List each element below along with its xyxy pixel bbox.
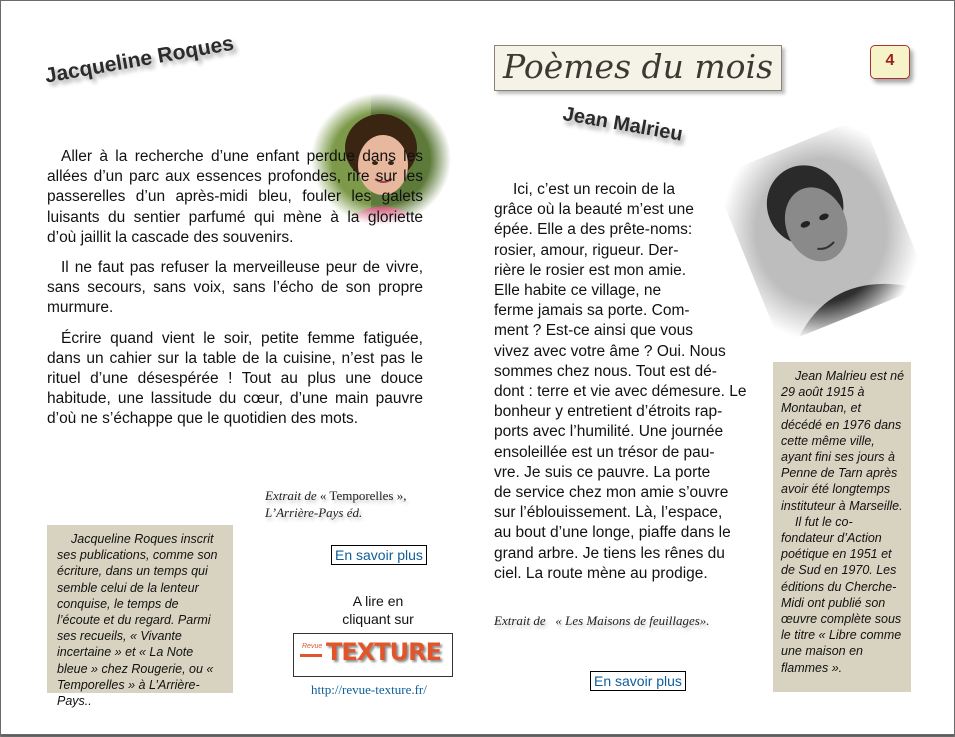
poem-line: de service chez mon amie s’ouvre <box>494 484 729 502</box>
poem-line: vivez avec votre âme ? Oui. Nous <box>494 342 726 360</box>
poem-line: grand arbre. Je tiens les rênes du <box>494 544 725 562</box>
left-source-title: « Temporelles », <box>319 488 407 503</box>
poem-line: ciel. La route mène au prodige. <box>494 564 708 582</box>
poem-line: vre. Je suis ce pauvre. La porte <box>494 463 711 481</box>
left-bio-text: Jacqueline Roques inscrit ses publications, comme son écriture, dans un temps qui semble celui de la lenteur conquise, le temps de l’écoute et du regard. Parmi ses recueils, « Vivante incertaine » et « La Note bleue » chez Rougerie, ou « Temporelles » à L’Arrière-Pays.. <box>57 532 218 709</box>
left-more-link[interactable]: En savoir plus <box>331 545 427 565</box>
poem-line: ment ? Est-ce ainsi que vous <box>494 322 694 340</box>
read-on-line2: cliquant sur <box>342 611 414 627</box>
right-more-link[interactable]: En savoir plus <box>590 671 686 691</box>
texture-url[interactable]: http://revue-texture.fr/ <box>311 682 427 697</box>
texture-logo-small: Revue <box>302 643 323 650</box>
right-source-caption: Extrait de « Les Maisons de feuillages». <box>494 613 710 628</box>
right-bio-box <box>773 362 911 692</box>
poem-line: Elle habite ce village, ne <box>494 282 662 300</box>
page-title: Poèmes du mois <box>494 45 782 91</box>
poem-line: ensoleillée est un trésor de pau- <box>494 443 715 461</box>
right-author-name: Jean Malrieu <box>561 103 685 146</box>
right-bio-paragraph-1: Jean Malrieu est né 29 août 1915 à Montauban, et décédé en 1976 dans cette même ville, ayant fini ses jours à Penne de Tarn après avoir été longtemps instituteur à Marseille. <box>781 369 905 513</box>
page-number-badge: 4 <box>870 45 910 79</box>
left-bio-box <box>47 525 233 709</box>
left-poem-text <box>47 147 423 440</box>
left-author-name: Jacqueline Roques <box>43 31 236 88</box>
read-on-label <box>319 592 437 628</box>
left-source-publisher: L’Arrière-Pays éd. <box>265 505 363 520</box>
right-poem-text <box>494 180 762 584</box>
poem-line: sommes chez nous. Tout est dé- <box>494 362 717 380</box>
poem-line: dont : terre et vie avec démesure. Le <box>494 383 747 401</box>
poem-line: rière le rosier est mon amie. <box>494 261 687 279</box>
left-source-prefix: Extrait de <box>265 488 317 503</box>
left-paragraph-1 <box>47 147 423 248</box>
poem-line: ferme jamais sa porte. Com- <box>494 302 690 320</box>
right-bio-paragraph-2: Il fut le co-fondateur d’Action poétique en 1951 et de Sud en 1970. Les éditions du Cherche-Midi ont publié son œuvre complète sous le titre « Libre comme une maison en flammes ». <box>781 514 902 675</box>
left-paragraph-2: Il ne faut pas refuser la merveilleuse peur de vivre, sans secours, sans voix, sans l’écho de son propre murmure. <box>47 259 423 317</box>
left-paragraph-1-text: Aller à la recherche d’une enfant perdue dans les allées d’un parc aux essences profondes, rire sur les passerelles d’un après-midi bleu, fouler les galets luisants du sentier parfumé qui mène à la gloriette d’où jaillit la cascade des souvenirs. <box>47 148 423 246</box>
poem-line: sur l’éblouissement. Là, l’espace, <box>494 504 723 522</box>
texture-logo-dash <box>300 654 322 657</box>
poem-line: au bout d’une longe, piaffe dans le <box>494 524 731 542</box>
poem-line: ports avec l’humilité. Une journée <box>494 423 724 441</box>
texture-logo-text: TEXTURE <box>326 638 442 666</box>
poem-line: bonheur y entretient d’étroits rap- <box>494 403 723 421</box>
left-source-caption <box>265 487 445 521</box>
poem-line: grâce où la beauté m’est une <box>494 201 694 219</box>
poem-line: rosier, amour, rigueur. Der- <box>494 241 679 259</box>
read-on-line1: A lire en <box>352 593 404 609</box>
poem-line: épée. Elle a des prête-noms: <box>494 221 693 239</box>
left-paragraph-3: Écrire quand vient le soir, petite femme fatiguée, dans un cahier sur la table de la cuisine, n’est pas le rituel d’une désespérée ! Tout au plus une douce habitude, une lassitude du cœur, d’une main pauvre d’où ne s’échappe que le quotidien des mots. <box>47 329 423 428</box>
texture-logo-link[interactable] <box>293 633 453 677</box>
poem-line: Ici, c’est un recoin de la <box>513 181 675 198</box>
